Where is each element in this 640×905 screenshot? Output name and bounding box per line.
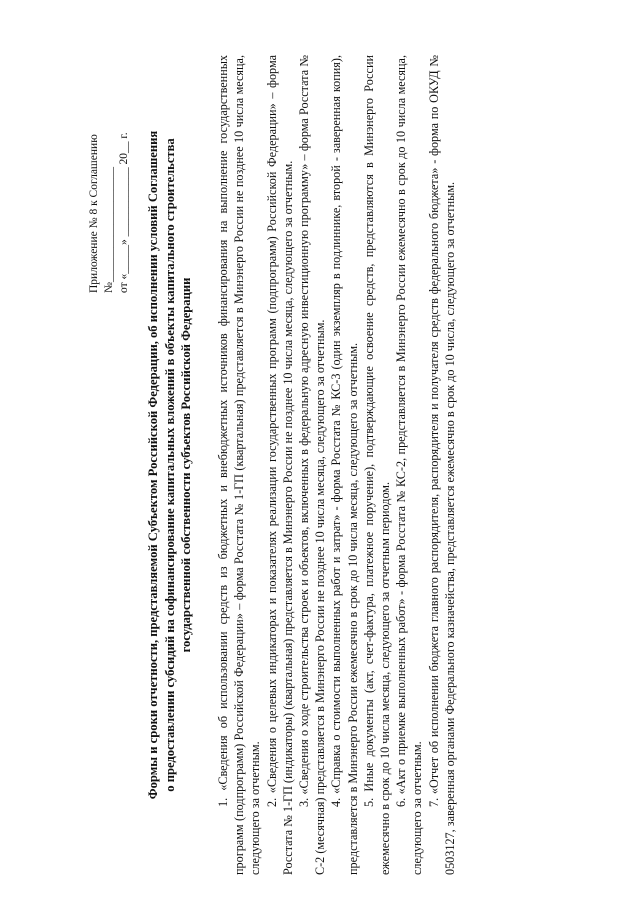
list-item-3: 3. «Сведения о ходе строительства строек и объектов, включенных в федеральную адресную инвестиционную программу» – форма Росстата № С-2 (месячная) представляется в Минэнерго России не позднее 10 числа месяца, следующего за отчетным. xyxy=(297,55,328,875)
list-item-6: 6. «Акт о приемке выполненных работ» - форма Росстата № КС-2, представляется в Минэнерго России ежемесячно в срок до 10 числа месяца, следующего за отчетным. xyxy=(394,55,425,875)
list-item-2: 2. «Сведения о целевых индикаторах и показателях реализации государственных программ (подпрограмм) Российской Федерации» – форма Росстата № 1-ГП (индикаторы) (квартальная) представляется в Минэнерго России не позднее 10 числа месяца, следующего за отчетным. xyxy=(264,55,295,875)
list-item-1: 1. «Сведения об использовании средств из бюджетных и внебюджетных источников финансирования на выполнение государственных программ (подпрограмм) Российской Федерации» – форма Росстата № 1-ГП (квартальная) представляется в Минэнерго России не позднее 10 числа месяца, следующего за отчетным. xyxy=(216,55,263,875)
appendix-title: Приложение № 8 к Соглашению xyxy=(88,134,100,293)
list-item-5: 5. Иные документы (акт, счет-фактура, платежное поручение), подтверждающие освоение средств, представляются в Минэнерго России ежемесячно в срок до 10 числа месяца, следующего за отчетным периодом. xyxy=(361,55,393,875)
document-title xyxy=(145,55,195,875)
title-line-1: Формы и сроки отчетности, представляемой Субъектом Российской Федерации, об исполнении условий Соглашения xyxy=(146,130,160,800)
title-line-2: о предоставлении субсидий на софинансирование капитальных вложений в объекты капитального строительства xyxy=(162,138,177,792)
list-item-7: 7. «Отчет об исполнении бюджета главного распорядителя, распорядителя и получателя средств федерального бюджета» - форма по ОКУД № 0503127, заверенная органами Федерального казначейства, представляется ежемесячно в срок до 10 числа, следующего за отчетным. xyxy=(426,55,457,875)
title-line-3: государственной собственности субъектов Российской Федерации xyxy=(179,277,193,653)
agreement-number: №____________________ xyxy=(103,167,115,293)
rotated-page xyxy=(87,55,557,875)
document-body xyxy=(215,55,458,875)
agreement-date: от «_____» ____________ 20__ г. xyxy=(118,132,130,293)
appendix-header xyxy=(87,73,132,293)
list-item-4: 4. «Справка о стоимости выполненных работ и затрат» - форма Росстата № КС-3 (один экземпляр в подлиннике, второй - заверенная копия), представляется в Минэнерго России ежемесячно в срок до 10 числа месяца, следующего за отчетным. xyxy=(329,55,360,875)
